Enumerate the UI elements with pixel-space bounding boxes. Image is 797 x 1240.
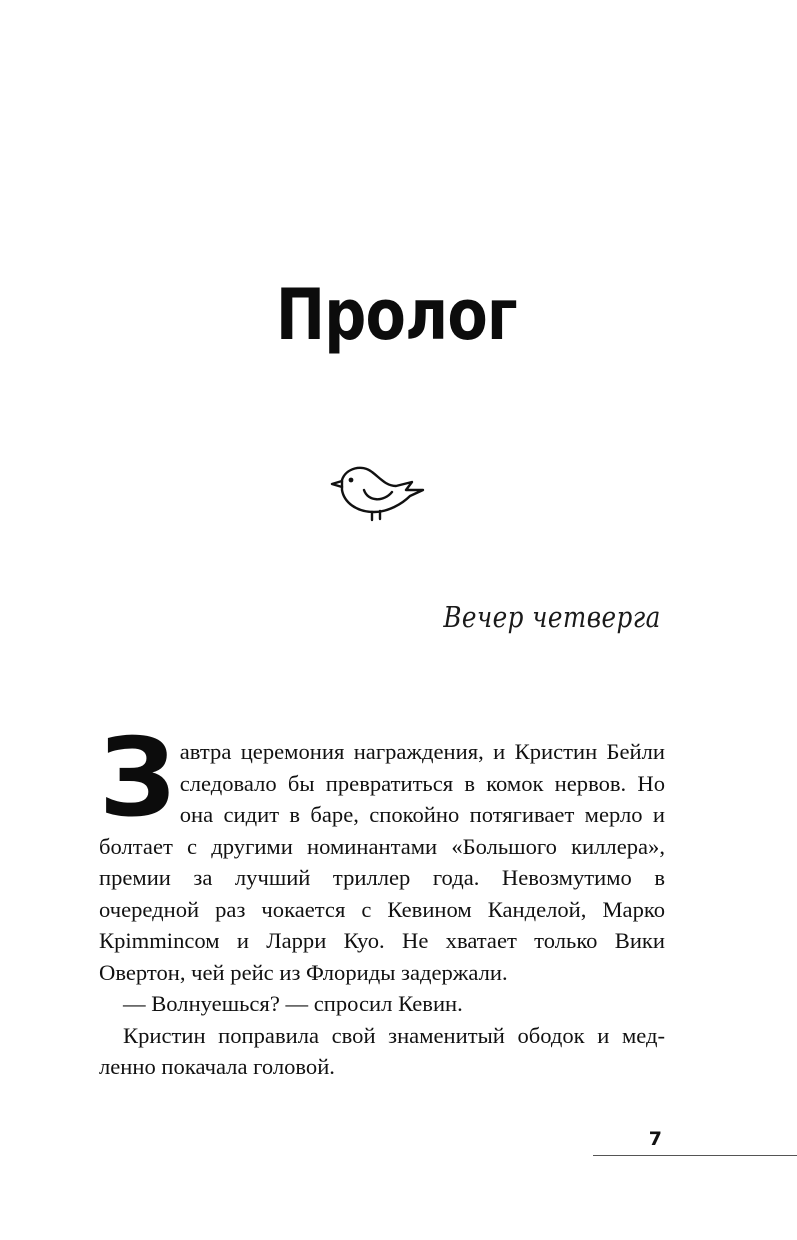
paragraph-1 [99, 716, 665, 988]
time-heading: Вечер четверга [443, 600, 661, 634]
bird-icon [328, 460, 428, 524]
drop-cap: З [99, 716, 176, 841]
paragraph-1-text: автра церемония награждения, и Кристин Бейли следовало бы превратиться в комок нервов. Но она сидит в баре, спокойно потягивает мерло и болтает с другими номинантами «Большого киллера», премии за лучший триллер года. Невозмутимо в очередной раз чокается с Кевином Канделой, Марко Крimminсом и Ларри Куо. Не хватает только Вики Овертон, чей рейс из Флориды задержали. [99, 739, 665, 985]
paragraph-3: Кристин поправила свой знаменитый ободок и медленно покачала головой. [99, 1022, 665, 1079]
chapter-title: Пролог [275, 274, 517, 356]
paragraph-2: — Волнуешься? — спросил Кевин. [123, 991, 463, 1016]
chapter-body [99, 716, 665, 1083]
page-number: 7 [648, 1128, 662, 1150]
footer-rule [593, 1155, 797, 1156]
